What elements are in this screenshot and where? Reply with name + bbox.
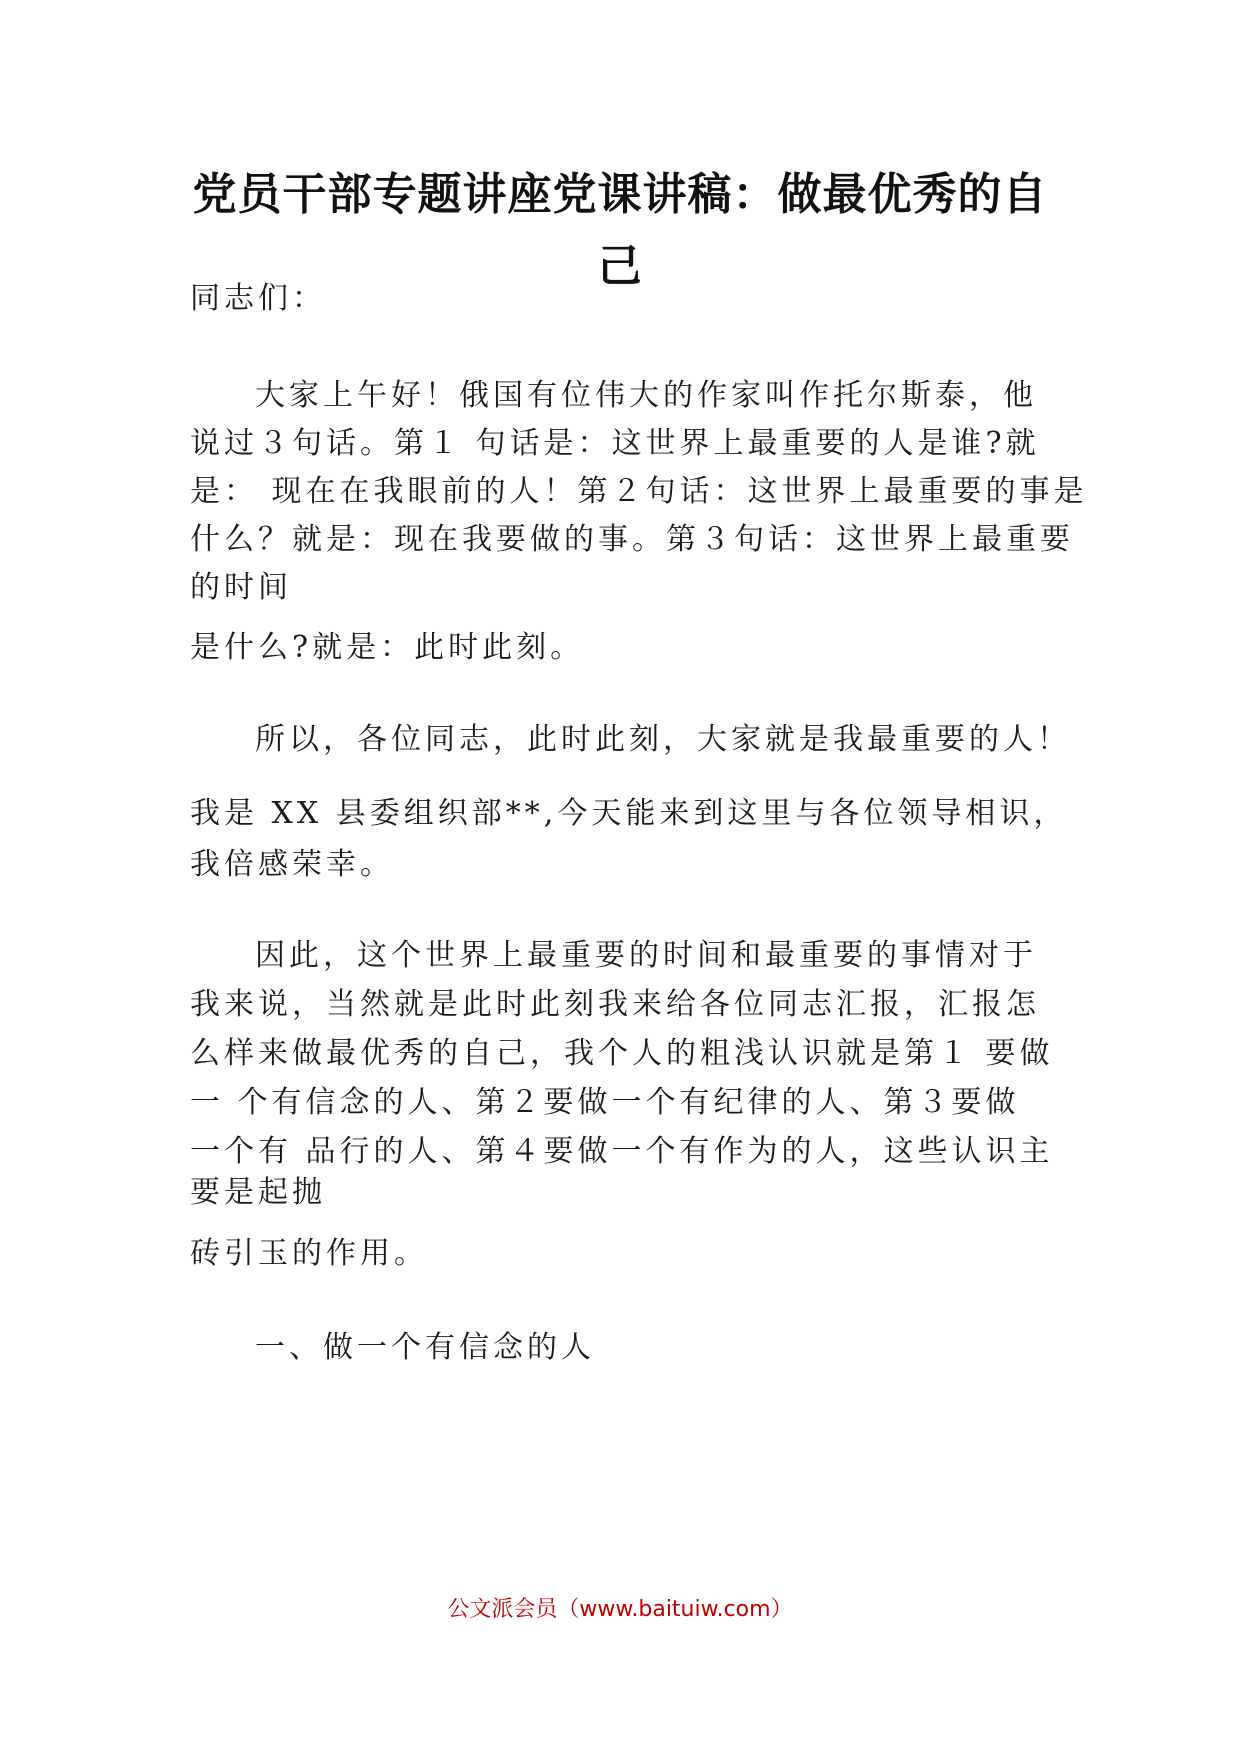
paragraph-4-line-6: 要是起抛 [190, 1175, 326, 1210]
paragraph-3-line-2: 我倍感荣幸。 [190, 847, 394, 882]
paragraph-4-line-3: 么样来做最优秀的自己，我个人的粗浅认识就是第１ 要做 [190, 1036, 1054, 1071]
paragraph-4-line-1: 因此，这个世界上最重要的时间和最重要的事情对于 [255, 938, 1037, 973]
paragraph-4-line-4: 一 个有信念的人、第２要做一个有纪律的人、第３要做 [190, 1085, 1020, 1120]
paragraph-3-line-1: 我是 XX 县委组织部**,今天能来到这里与各位领导相识， [190, 796, 1068, 831]
paragraph-1-line-4: 什么？就是：现在我要做的事。第３句话：这世界上最重要 [190, 522, 1074, 557]
footer-watermark-text: 公文派会员（www.baituiw.com） [447, 1597, 793, 1622]
paragraph-4-line-2: 我来说，当然就是此时此刻我来给各位同志汇报，汇报怎 [190, 987, 1040, 1022]
paragraph-4-tail: 砖引玉的作用。 [190, 1236, 428, 1271]
document-title-line-2: 己 [597, 241, 643, 292]
section-1-heading: 一、做一个有信念的人 [255, 1330, 595, 1365]
paragraph-1-tail: 是什么?就是：此时此刻。 [190, 630, 585, 665]
document-title-line-1: 党员干部专题讲座党课讲稿：做最优秀的自 [192, 169, 1048, 220]
greeting: 同志们： [190, 281, 326, 316]
paragraph-2: 所以，各位同志，此时此刻，大家就是我最重要的人！ [255, 722, 1071, 757]
paragraph-1-line-1: 大家上午好！俄国有位伟大的作家叫作托尔斯泰，他 [255, 378, 1037, 413]
paragraph-1-line-3: 是： 现在在我眼前的人！第２句话：这世界上最重要的事是 [190, 474, 1088, 509]
paragraph-1-line-5: 的时间 [190, 570, 292, 605]
paragraph-4-line-5: 一个有 品行的人、第４要做一个有作为的人，这些认识主 [190, 1134, 1054, 1169]
paragraph-1-line-2: 说过３句话。第１ 句话是：这世界上最重要的人是谁?就 [190, 426, 1040, 461]
